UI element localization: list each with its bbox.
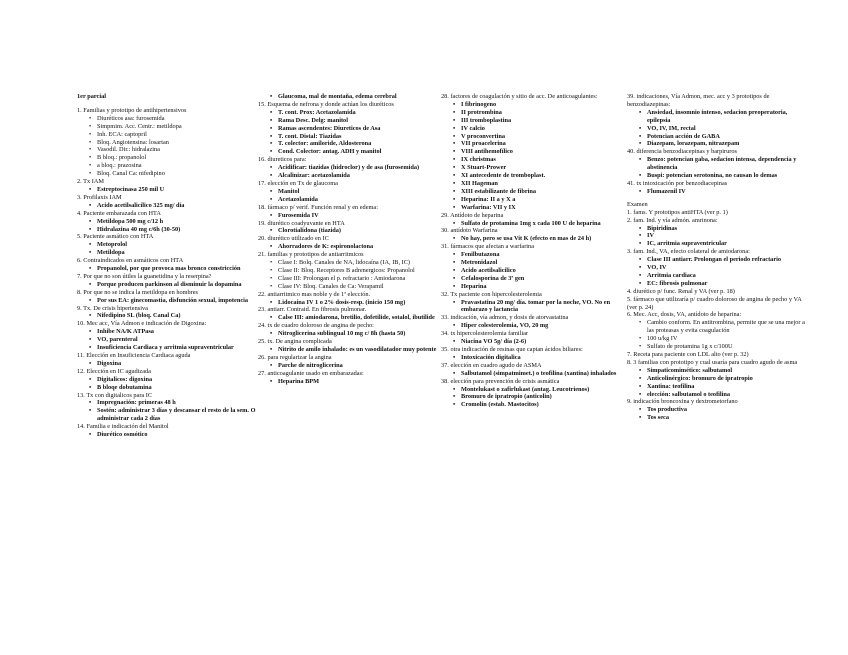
column-1: [77, 93, 257, 439]
question-line: 41. tx intoxicación por benzodiacepinas: [627, 179, 728, 187]
question-line: 8. 3 familias con prototipo y cual usaría para cuadro agudo de asma: [627, 358, 798, 366]
bullet-item: • IC, arritmia supraventricular: [627, 240, 807, 248]
bullet-item: • VIII antihemofílico: [441, 148, 621, 156]
question-line: 34. tx hipercolesterolemia familiar: [441, 330, 529, 338]
bullet-item: • Heparina: [441, 283, 621, 291]
bullet-item: • Impregnación: primeras 48 h: [77, 399, 257, 407]
question-line: 23. antiarr. Contraid. En fibrosis pulmonar.: [258, 306, 367, 314]
question-line: 22. antiarritmico mas noble y de 1ª elección.: [258, 290, 371, 298]
question-line: 9. indicación broncoxina y dextrometorfano: [627, 398, 738, 406]
question-line: 29. Antídoto de heparina: [441, 211, 504, 219]
question-line: 12. Elección en IC agudizada: [77, 367, 151, 375]
bullet-item: • Hiper colesterolemia, VO, 20 mg: [441, 322, 621, 330]
bullet-item: • Metronidazol: [441, 259, 621, 267]
bullet-item: • III tromboplastina: [441, 117, 621, 125]
bullet-item: • elección: salbutamol o teofilina: [627, 391, 807, 399]
bullet-item: • Furosemida IV: [258, 212, 438, 220]
bullet-item: • Ansiedad, insomnio intenso, sedacion preoperatoria, epilepsia: [627, 109, 807, 125]
bullet-item: • Rama Desc. Delg: manitol: [258, 117, 438, 125]
question-line: 7. Receta para paciente con LDL alto (ver p. 32): [627, 351, 749, 358]
bullet-item: • Clase IV: Bloq. Canales de Ca: Verapamil: [258, 283, 438, 291]
question-line: 37. elección en cuadro agudo de ASMA: [441, 361, 542, 369]
question-line: 24. tx de cuadro doloroso de angina de pecho:: [258, 322, 374, 330]
bullet-item: • Lidocaína IV 1 o 2% dosis-resp. (inicio 150 mg): [258, 299, 438, 307]
bullet-item: • Tos productiva: [627, 406, 807, 414]
question-line: 13. Tx con digitalicos para IC: [77, 391, 153, 399]
question-line: 33. indicación, vía admon, y dosis de atorvastatina: [441, 314, 569, 322]
bullet-item: • Xantina: teofilina: [627, 383, 807, 391]
question-line: 18. fármaco p/ verif. Función renal y en edema:: [258, 203, 378, 211]
question-line: 10. Mec acc, Vía Admon e indicación de Digoxina:: [77, 320, 207, 328]
bullet-item: • Sulfato de protamina 1g x c/100U: [627, 343, 807, 351]
bullet-item: • I fibrinogeno: [441, 101, 621, 109]
question-line: 5. fármaco que utilizaría p/ cuadro doloroso de angina de pecho y VA (ver p. 24): [627, 295, 802, 311]
bullet-item: • Sulfato de protamina 1mg x cada 100 U de heparina: [441, 220, 621, 228]
bullet-item: • T. cont. Distal: Tiazidas: [258, 133, 438, 141]
bullet-item: • Inhibe NA/K ATPasa: [77, 328, 257, 336]
question-line: 20. diurético utilizado en IC: [258, 235, 329, 243]
column-3: [441, 93, 621, 409]
bullet-item: • Alcalinizar: acetazolamida: [258, 172, 438, 180]
question-line: 21. familias y prototipos de antiarritmicos: [258, 251, 364, 259]
question-line: 31. fármacos que afectan a warfarina: [441, 243, 534, 251]
bullet-item: • XIII estabilizante de fibrina: [441, 188, 621, 196]
bullet-item: • Nitroglicerina sublingual 10 mg c/ 8h (hasta 50): [258, 330, 438, 338]
bullet-item: • Bipiridinas: [627, 225, 807, 233]
bullet-item: • B bloq.: propanolol: [77, 154, 257, 162]
bullet-item: • B bloqe dobutamina: [77, 384, 257, 392]
question-line: 7. Por que no son útiles la guanetidina y la reserpina?: [77, 272, 212, 280]
bullet-item: • Diuréticos asa: furosemida: [77, 115, 257, 123]
bullet-item: • Manitol: [258, 188, 438, 196]
question-line: 26. para regularizar la angina: [258, 353, 332, 361]
bullet-item: • Hidralazina 40 mg c/6h (30-50): [77, 226, 257, 234]
question-line: 2. fam. Ind. y vía admón. amrinona:: [627, 216, 718, 224]
bullet-item: • Parche de nitroglicerina: [258, 362, 438, 370]
bullet-item: • IV: [627, 232, 807, 240]
bullet-item: • Calse III: amiodarona, bretilio, dofetilide, sotalol, ibutilide: [258, 314, 438, 322]
bullet-item: • T. cont. Prox: Acetazolamida: [258, 109, 438, 117]
question-line: 40. diferencia benzodiacepinas y barpiruros: [627, 148, 737, 156]
bullet-item: • Acidificar: tiazidas (hidroclor) y de asa (furosemida): [258, 164, 438, 172]
bullet-item: • Anticolinérgico: bromuro de ipratropio: [627, 375, 807, 383]
bullet-item: • VO, IV: [627, 264, 807, 272]
bullet-item: • Arritmia cardiaca: [627, 272, 807, 280]
question-line: 15. Esquema de nefrona y donde actúan los diuréticos: [258, 100, 394, 108]
question-line: 1. fams. Y prototipos antiHTA (ver p. 1): [627, 208, 728, 216]
bullet-item: • Cefalosporina de 3ª gen: [441, 275, 621, 283]
question-line: 8. Por que no se indica la metildopa en hombres: [77, 288, 199, 296]
bullet-item: • Nifedipino SL (bloq. Canal Ca): [77, 312, 257, 320]
question-line: 16. diureticos para:: [258, 156, 307, 164]
bullet-item: • Diazepam, lorazepam, nitrazepam: [627, 140, 807, 148]
question-line: 19. diurético coadyuvante en HTA: [258, 219, 345, 227]
bullet-item: • Porque producen parkinson al disminuir la dopamina: [77, 281, 257, 289]
column-4: [627, 93, 807, 422]
bullet-item: • Sostén: administrar 3 días y descansar el resto de la sem. O administrar cada 2 días: [77, 407, 257, 423]
column-2: [258, 93, 438, 386]
bullet-item: • Clase II: Bloq. Receptores B adrenergicos: Propanolol: [258, 267, 438, 275]
bullet-item: • Cond. Colector: antag. ADH y manitol: [258, 148, 438, 156]
bullet-item: • Acido acetilsalicilico: [441, 267, 621, 275]
bullet-item: • XII Hageman: [441, 180, 621, 188]
bullet-item: • Clase III: Prolongan el p. refractario : Amiodarona: [258, 275, 438, 283]
bullet-item: • No hay, pero se usa Vit K (efecto en mas de 24 h): [441, 235, 621, 243]
question-line: 30. antídoto Warfarina: [441, 227, 498, 235]
bullet-item: • Nitrito de amilo inhalado: es un vasodilatador muy potente: [258, 346, 438, 354]
question-line: 1. Familias y prototipo de antihipertensivos: [77, 106, 187, 114]
bullet-item: • Inh. ECA: captopril: [77, 131, 257, 139]
bullet-item: • Fenilbutazona: [441, 251, 621, 259]
question-line: 32. Tx paciente con hipercolesterolemia: [441, 290, 542, 298]
question-line: 9. Tx. De crisis hipertensiva: [77, 304, 148, 312]
bullet-item: • Pravastatina 20 mg/ día. tomar por la noche, VO. No en embarazo y lactancia: [441, 299, 621, 315]
bullet-item: • Diurético osmótico: [77, 431, 257, 439]
bullet-item: • VO, parenteral: [77, 336, 257, 344]
bullet-item: • Montelukast o zafirlukast (antag. Leucotrienos): [441, 386, 621, 394]
question-line: 25. tx. De angina complicada: [258, 338, 332, 346]
bullet-item: • Simpaticomimético: salbutamol: [627, 367, 807, 375]
bullet-item: • Glaucoma, mal de montaña, edema cerebral: [258, 93, 438, 101]
question-line: 14. Familia e indicación del Manitol: [77, 423, 169, 431]
bullet-item: • Por sus EA: ginecomastia, disfunción sexual, impotencia: [77, 297, 257, 305]
bullet-item: • Bloq. Angiotensina: losartan: [77, 139, 257, 147]
question-line: 6. Mec. Acc, dosis, VA, antídoto de heparina:: [627, 311, 742, 319]
bullet-item: • Ramas ascendentes: Diureticos de Asa: [258, 125, 438, 133]
bullet-item: • Bloq. Canal Ca: nifedipino: [77, 170, 257, 178]
question-line: 39. indicaciones, Vía Admon, mec. acc y 3 prototipos de benzodiazepinas:: [627, 93, 770, 108]
bullet-item: • Buspi: potencian serotonina, no causan lo demas: [627, 172, 807, 180]
bullet-item: • IV calcio: [441, 125, 621, 133]
bullet-item: • Clorotialidona (tiazida): [258, 227, 438, 235]
bullet-item: • Propanolol, por que provoca mas bronco constricción: [77, 265, 257, 273]
question-line: 38. elección para prevención de crisis asmática: [441, 377, 560, 385]
bullet-item: • T. colector: amiloride, Aldosterona: [258, 140, 438, 148]
bullet-item: • Warfarina: VII y IX: [441, 204, 621, 212]
bullet-item: • Niacina VO 5g/ día (2-6): [441, 338, 621, 346]
question-line: 3. fam. Ind., VA, efecto colateral de amiodarona:: [627, 248, 750, 256]
bullet-item: • Heparina: II a y X a: [441, 196, 621, 204]
question-line: 28. factores de coagulación y sitio de acc. De anticoagulantes:: [441, 93, 598, 100]
bullet-item: • 100 u/kg IV: [627, 335, 807, 343]
bullet-item: • Metildopa: [77, 249, 257, 257]
bullet-item: • Vasodil. Dir.: hidralazina: [77, 146, 257, 154]
bullet-item: • Benzo: potencian gaba, sedacion intensa, dependencia y abstinencia: [627, 156, 807, 172]
question-line: 2. Tx IAM: [77, 178, 104, 186]
bullet-item: • Clase I: Bolq. Canales de NA, lidocaína (IA, IB, IC): [258, 259, 438, 267]
bullet-item: • Digitalicos: digoxina: [77, 376, 257, 384]
bullet-item: • Cromolin (estab. Mastocitos): [441, 401, 621, 409]
question-line: 4. Paciente embarazada con HTA: [77, 209, 161, 217]
bullet-item: • Tos seca: [627, 414, 807, 422]
bullet-item: • Clase III antiarr. Prolongan el periodo refractario: [627, 256, 807, 264]
bullet-item: • II protrombina: [441, 109, 621, 117]
bullet-item: • Metildopa 500 mg c/12 h: [77, 218, 257, 226]
question-line: 27. anticoagulante usado en embarazadas:: [258, 369, 364, 377]
bullet-item: • Bromuro de ipratropio (anticolin): [441, 393, 621, 401]
bullet-item: • Acetazolamida: [258, 196, 438, 204]
bullet-item: • Salbutamol (simpatmimet.) o teofilina (xantina) inhalados: [441, 370, 621, 378]
bullet-item: • EC: fibrosis pulmonar: [627, 280, 807, 288]
question-line: 17. elección en Tx de glaucoma: [258, 179, 338, 187]
bullet-item: • Potencian acción de GABA: [627, 133, 807, 141]
bullet-item: • V proconvertina: [441, 133, 621, 141]
question-line: Examen: [627, 200, 648, 208]
bullet-item: • Cambio conform. En antitrombina, permite que se una mejor a las proteasas y evita coagulación: [627, 319, 807, 335]
bullet-item: • Ahorradores de K: espironolactona: [258, 243, 438, 251]
question-line: 6. Contraindicados en asmáticos con HTA: [77, 257, 184, 265]
bullet-item: • Metoprolol: [77, 241, 257, 249]
question-line: 3. Profilaxis IAM: [77, 193, 122, 201]
question-line: 4. diurético p/ func. Renal y VA (ver p. 18): [627, 287, 735, 295]
bullet-item: • Acido acetilsalicílico 325 mg/ día: [77, 202, 257, 210]
bullet-item: • Insuficiencia Cardiaca y arritmia supraventricular: [77, 344, 257, 352]
bullet-item: • VO, IV, IM, rectal: [627, 125, 807, 133]
question-line: 5. Paciente asmático con HTA: [77, 233, 154, 241]
bullet-item: • a bloq.: prazosina: [77, 162, 257, 170]
bullet-item: • Digoxina: [77, 360, 257, 368]
bullet-item: • XI antecedente de tromboplast.: [441, 172, 621, 180]
bullet-item: • X Stuart-Prower: [441, 164, 621, 172]
bullet-item: • VII proacelerina: [441, 140, 621, 148]
bullet-item: • Intoxicación digitalica: [441, 354, 621, 362]
section-heading: 1er parcial: [77, 93, 106, 100]
question-line: 11. Elección en Insuficiencia Cardiaca aguda: [77, 352, 191, 359]
question-line: 35. otra indicación de resinas que captan ácidos biliares:: [441, 346, 583, 353]
bullet-item: • Estreptocinasa 250 mil U: [77, 186, 257, 194]
bullet-item: • Simpmim. Acc. Centr.: metildopa: [77, 123, 257, 131]
bullet-item: • Flumazenil IV: [627, 188, 807, 196]
bullet-item: • Heparina BPM: [258, 378, 438, 386]
bullet-item: • IX christmas: [441, 156, 621, 164]
